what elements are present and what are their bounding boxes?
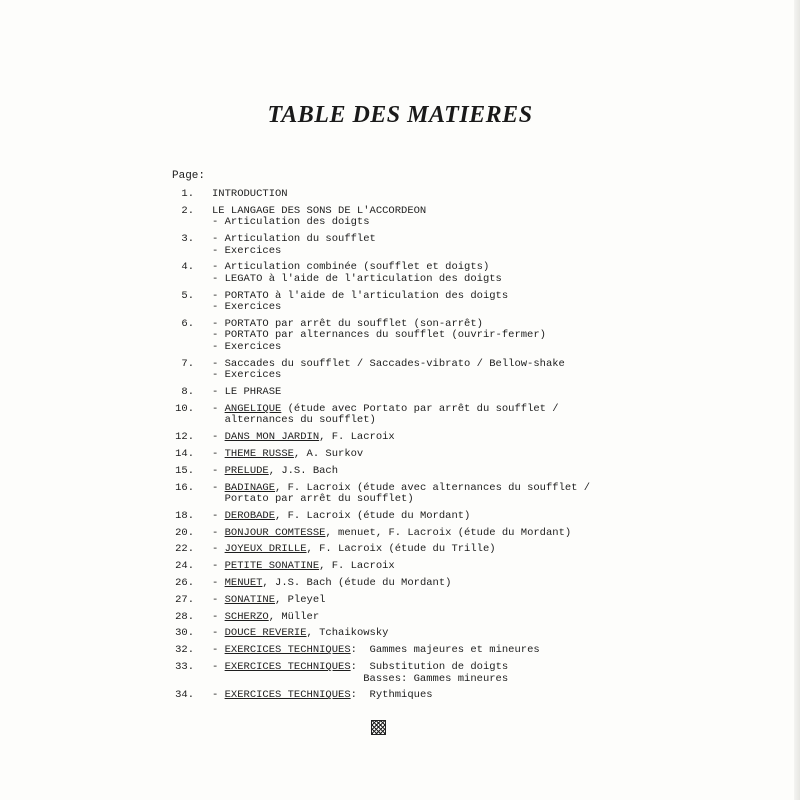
page-column-label: Page: [172,170,206,182]
toc-entry-line: Basses: Gammes mineures [212,672,509,685]
toc-entry-detail: : Rythmiques [350,689,433,702]
toc-entry-line: - Saccades du soufflet / Saccades-vibrato / Bellow-shake [212,357,565,370]
toc-entry [160,483,760,506]
toc-entry-line [212,561,760,573]
toc-page-number: 8. [181,386,194,399]
toc-entry-line: - Articulation des doigts [212,216,370,229]
toc-page-number: 4. [181,261,194,274]
toc-page-number: 26. [175,577,194,590]
toc-entry-line [212,645,760,657]
toc-page-number: 34. [175,689,194,702]
toc-entry-detail: , Pleyel [275,593,326,606]
toc-entry [160,466,760,478]
toc-entry-detail: : Gammes majeures et mineures [350,644,540,657]
toc-entry-prefix: - [212,610,225,623]
toc-entry [160,511,760,523]
toc-entry-line: - PORTATO par alternances du soufflet (ouvrir-fermer) [212,329,546,342]
toc-piece-title: THEME RUSSE [224,447,294,460]
toc-entry [160,595,760,607]
page-title: TABLE DES MATIERES [267,102,533,128]
toc-entry-line: - Articulation combinée (soufflet et doigts) [212,261,490,274]
toc-entry-prefix: - [212,431,225,444]
toc-page-number: 7. [181,357,194,370]
toc-entry [160,189,760,201]
toc-entry-detail: , Müller [268,610,320,623]
toc-page-number: 1. [181,188,194,200]
toc-page-number: 3. [181,233,194,246]
toc-entry-prefix: - [212,447,225,460]
toc-entry-prefix: - [212,509,225,522]
toc-page-number: 5. [181,289,194,302]
toc-entry-line: - Exercices [212,244,282,257]
toc-entry [160,645,760,657]
toc-piece-title: PETITE SONATINE [224,560,320,573]
toc-page-number: 6. [181,317,194,330]
toc-entry-line [212,449,760,461]
toc-entry-line [212,528,760,540]
toc-entry [160,359,760,382]
toc-entry [160,387,760,399]
toc-entry-prefix: - [212,593,225,606]
toc-entry-line [212,690,760,702]
toc-entry-detail: , F. Lacroix (étude du Mordant) [275,509,471,522]
toc-piece-title: SONATINE [224,593,276,606]
toc-piece-title: MENUET [224,577,263,590]
toc-entry [160,690,760,702]
toc-entry-prefix: - [212,560,225,573]
toc-entry [160,319,760,354]
toc-page-number: 10. [175,402,194,415]
toc-page-number: 15. [175,464,194,477]
toc-piece-title: JOYEUX DRILLE [224,543,307,556]
toc-entry-detail: , F. Lacroix (étude du Trille) [306,543,496,556]
toc-entry-detail: , Tchaikowsky [306,627,389,640]
publisher-seal-icon [371,720,386,735]
toc-page-number: 14. [175,447,194,460]
toc-entry-prefix: - [212,577,225,590]
toc-entry-line: - LEGATO à l'aide de l'articulation des doigts [212,272,502,285]
toc-piece-title: EXERCICES TECHNIQUES [224,661,351,674]
toc-entry-detail: (étude avec Portato par arrêt du soufflet / [281,402,559,415]
toc-page-number: 30. [175,627,194,640]
toc-entry-line [212,595,760,607]
toc-entry-detail: , J.S. Bach (étude du Mordant) [262,577,452,590]
toc-entry-prefix: - [212,543,225,556]
toc-entry [160,234,760,257]
toc-entry-line: - LE PHRASE [212,386,282,399]
toc-page-number: 22. [175,543,194,556]
toc-page-number: 33. [175,661,194,674]
toc-piece-title: DOUCE REVERIE [224,627,307,640]
toc-entry-prefix: - [212,526,225,539]
toc-entry [160,206,760,229]
toc-entry-prefix: - [212,644,225,657]
toc-entry-detail: , menuet, F. Lacroix (étude du Mordant) [325,526,572,539]
toc-page-number: 12. [175,431,194,444]
toc-entry-line: - PORTATO à l'aide de l'articulation des doigts [212,289,509,302]
toc-entry-line: - Exercices [212,369,282,382]
toc-piece-title: PRELUDE [224,464,269,477]
toc-entry-line [212,544,760,556]
toc-entry [160,662,760,685]
toc-entry-line: Portato par arrêt du soufflet) [212,493,414,506]
toc-entry-line [212,662,760,674]
toc-entry [160,432,760,444]
toc-entry-prefix: - [212,661,225,674]
toc-entry-line: - PORTATO par arrêt du soufflet (son-arrêt) [212,317,483,330]
toc-entry-line: - Exercices [212,301,282,314]
toc-entry-detail: , F. Lacroix [319,431,395,444]
toc-page-number: 18. [175,509,194,522]
toc-page-number: 28. [175,610,194,623]
toc-page-number: 32. [175,644,194,657]
toc-entry-prefix: - [212,402,225,415]
toc-piece-title: EXERCICES TECHNIQUES [224,689,351,702]
toc-entry [160,291,760,314]
toc-entry-detail: : Substitution de doigts [350,661,509,674]
toc-entry-line: - Articulation du soufflet [212,233,376,246]
toc-page-number: 20. [175,526,194,539]
toc-page-number: 27. [175,593,194,606]
toc-entry-line [212,628,760,640]
toc-page-number: 2. [181,204,194,217]
toc-entry [160,262,760,285]
toc-entry-prefix: - [212,464,225,477]
toc-piece-title: DEROBADE [224,509,276,522]
toc-entry-prefix: - [212,689,225,702]
toc-entry-line [212,511,760,523]
toc-entry-line [212,466,760,478]
toc-entry [160,612,760,624]
toc-entry [160,628,760,640]
toc-entry [160,544,760,556]
toc-entry-line: LE LANGAGE DES SONS DE L'ACCORDEON [212,204,427,217]
toc-entry-line: INTRODUCTION [212,188,288,200]
toc-entry [160,449,760,461]
toc-entry-prefix: - [212,481,225,494]
toc-page-number: 16. [175,481,194,494]
toc-entry-detail: , F. Lacroix [319,560,395,573]
toc-entry-detail: , A. Surkov [293,447,364,460]
toc-piece-title: DANS MON JARDIN [224,431,320,444]
toc-piece-title: EXERCICES TECHNIQUES [224,644,351,657]
toc-entry-line: - Exercices [212,340,282,353]
toc-entry [160,561,760,573]
toc-entry-line [212,612,760,624]
toc-entry-detail: , F. Lacroix (étude avec alternances du soufflet / [275,481,591,494]
toc-piece-title: ANGELIQUE [224,402,282,415]
toc-entry-detail: , J.S. Bach [268,464,339,477]
toc-piece-title: BONJOUR COMTESSE [224,526,326,539]
toc-entry [160,404,760,427]
toc-entry-line: alternances du soufflet) [212,414,376,427]
toc-entry [160,528,760,540]
toc-piece-title: BADINAGE [224,481,276,494]
toc-entry [160,578,760,590]
toc-entry-line [212,578,760,590]
toc-entry-line [212,432,760,444]
table-of-contents [160,189,760,707]
toc-piece-title: SCHERZO [224,610,269,623]
toc-page-number: 24. [175,560,194,573]
toc-entry-prefix: - [212,627,225,640]
